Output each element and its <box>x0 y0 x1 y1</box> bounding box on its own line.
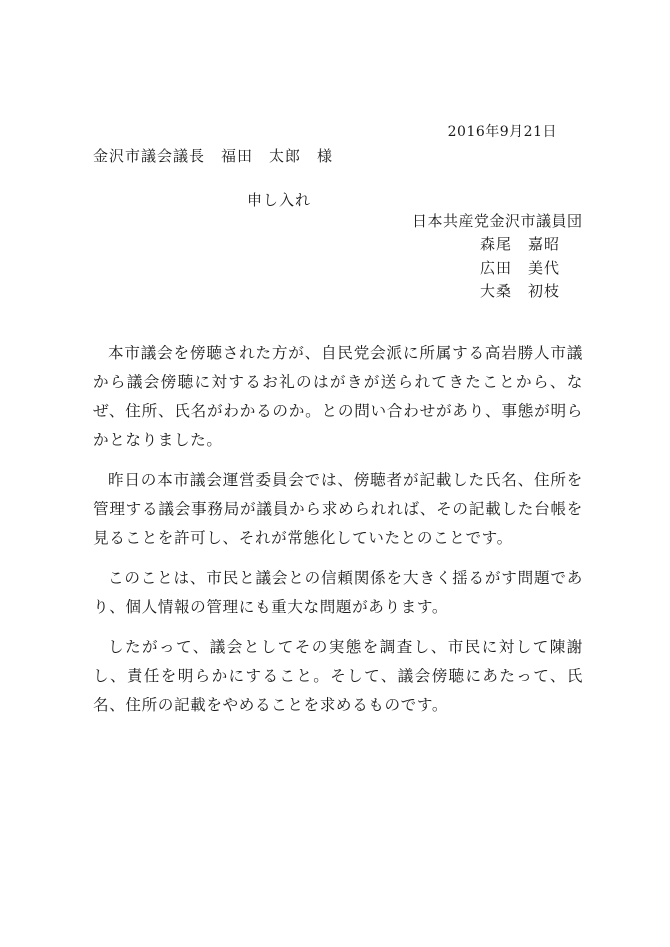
document-title: 申し入れ <box>247 191 312 209</box>
body-paragraph: 本市議会を傍聴された方が、自民党会派に所属する高岩勝人市議から議会傍聴に対するお礼のはがきが送られてきたことから、なぜ、住所、氏名がわかるのか。との問い合わせがあり、事態が明らかとなりました。 <box>93 344 583 449</box>
document-body <box>93 339 583 731</box>
sender-members <box>480 233 560 304</box>
body-paragraph: このことは、市民と議会との信頼関係を大きく揺るがす問題であり、個人情報の管理にも重大な問題があります。 <box>93 569 583 616</box>
document-date: 2016年9月21日 <box>447 124 557 140</box>
sender-member: 広田 美代 <box>480 258 561 277</box>
sender-organization: 日本共産党金沢市議員団 <box>412 212 583 230</box>
body-paragraph: 昨日の本市議会運営委員会では、傍聴者が記載した氏名、住所を管理する議会事務局が議員から求められれば、その記載した台帳を見ることを許可し、それが常態化していたとのことです。 <box>93 471 583 547</box>
addressee: 金沢市議会議長 福田 太郎 様 <box>93 147 334 165</box>
sender-member: 森尾 嘉昭 <box>480 235 561 253</box>
body-paragraph: したがって、議会としてその実態を調査し、市民に対して陳謝し、責任を明らかにすること。そして、議会傍聴にあたって、氏名、住所の記載をやめることを求めるものです。 <box>93 638 583 714</box>
sender-member: 大桑 初枝 <box>480 282 561 300</box>
